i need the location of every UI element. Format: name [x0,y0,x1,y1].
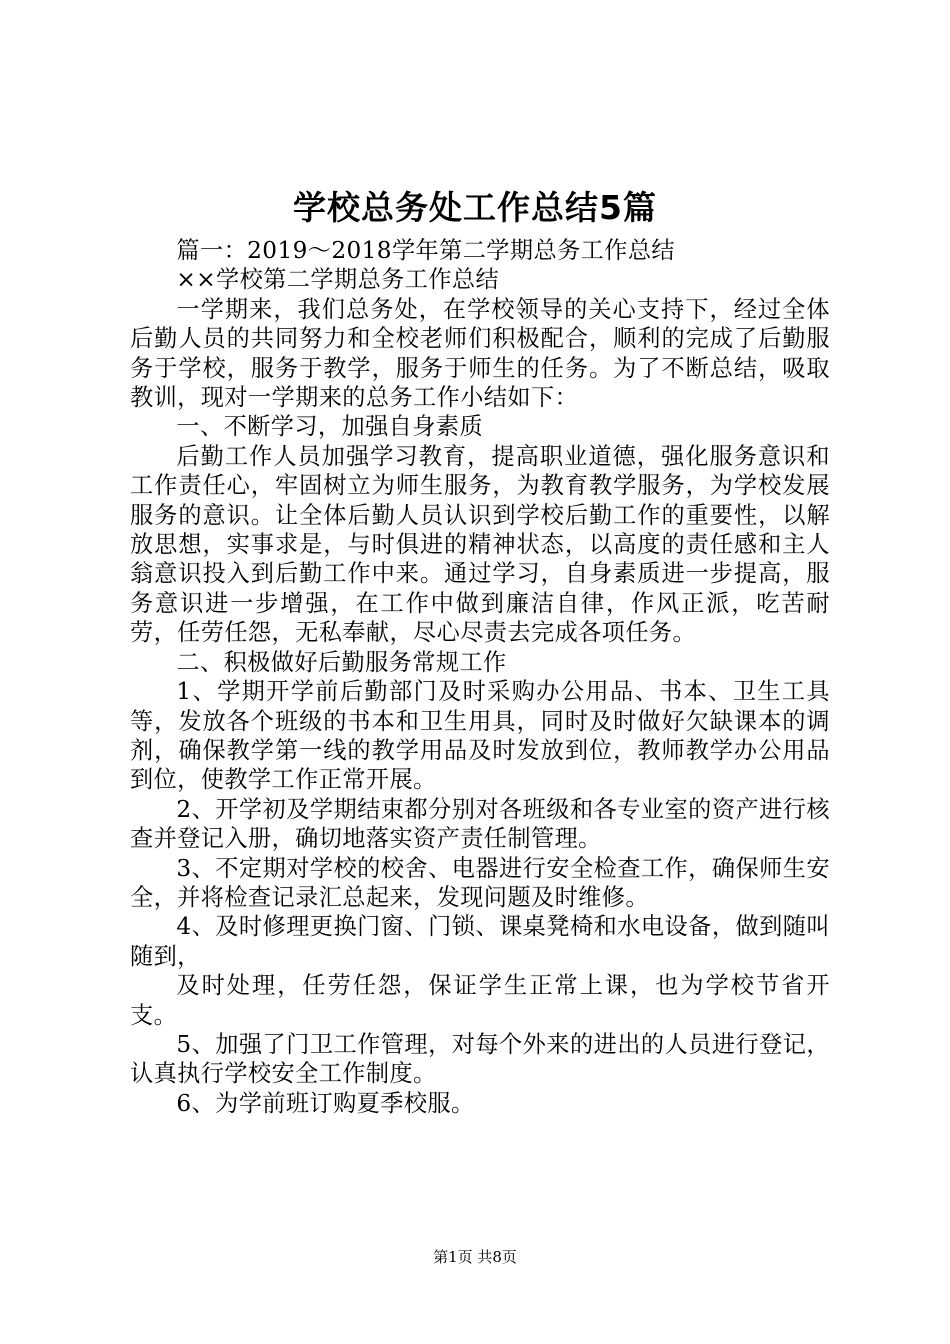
paragraph: 一学期来，我们总务处，在学校领导的关心支持下，经过全体后勤人员的共同努力和全校老师们积极配合，顺利的完成了后勤服务于学校，服务于教学，服务于师生的任务。为了不断总结，吸取教训，现对一学期来的总务工作小结如下： [130,295,830,412]
list-item: 1、学期开学前后勤部门及时采购办公用品、书本、卫生工具等，发放各个班级的书本和卫生用具，同时及时做好欠缺课本的调剂，确保教学第一线的教学用品及时发放到位，教师教学办公用品到位，使教学工作正常开展。 [130,678,830,794]
page-title: 学校总务处工作总结5篇 [293,188,657,227]
list-item: 6、为学前班订购夏季校服。 [176,1089,475,1117]
paragraph: ××学校第二学期总务工作总结 [176,266,500,294]
paragraph: 后勤工作人员加强学习教育，提高职业道德，强化服务意识和工作责任心，牢固树立为师生服务，为教育教学服务，为学校发展服务的意识。让全体后勤人员认识到学校后勤工作的重要性，以解放思想，实事求是，与时俱进的精神状态，以高度的责任感和主人翁意识投入到后勤工作中来。通过学习，自身素质进一步提高，服务意识进一步增强，在工作中做到廉洁自律，作风正派，吃苦耐劳，任劳任怨，无私奉献，尽心尽责去完成各项任务。 [130,442,830,647]
paragraph: 篇一：2019～2018学年第二学期总务工作总结 [176,237,676,264]
list-item: 2、开学初及学期结束都分别对各班级和各专业室的资产进行核查并登记入册，确切地落实资产责任制管理。 [130,795,830,853]
section-heading: 一、不断学习，加强自身素质 [176,413,484,441]
document-body [130,236,830,1118]
list-item: 4、及时修理更换门窗、门锁、课桌凳椅和水电设备，做到随叫随到， [130,913,830,970]
paragraph: 及时处理，任劳任怨，保证学生正常上课，也为学校节省开支。 [130,972,830,1029]
section-heading: 二、积极做好后勤服务常规工作 [176,648,507,676]
page-footer: 第1页 共8页 [433,1248,517,1266]
list-item: 5、加强了门卫工作管理，对每个外来的进出的人员进行登记，认真执行学校安全工作制度。 [130,1030,830,1088]
list-item: 3、不定期对学校的校舍、电器进行安全检查工作，确保师生安全，并将检查记录汇总起来，发现问题及时维修。 [130,854,830,911]
